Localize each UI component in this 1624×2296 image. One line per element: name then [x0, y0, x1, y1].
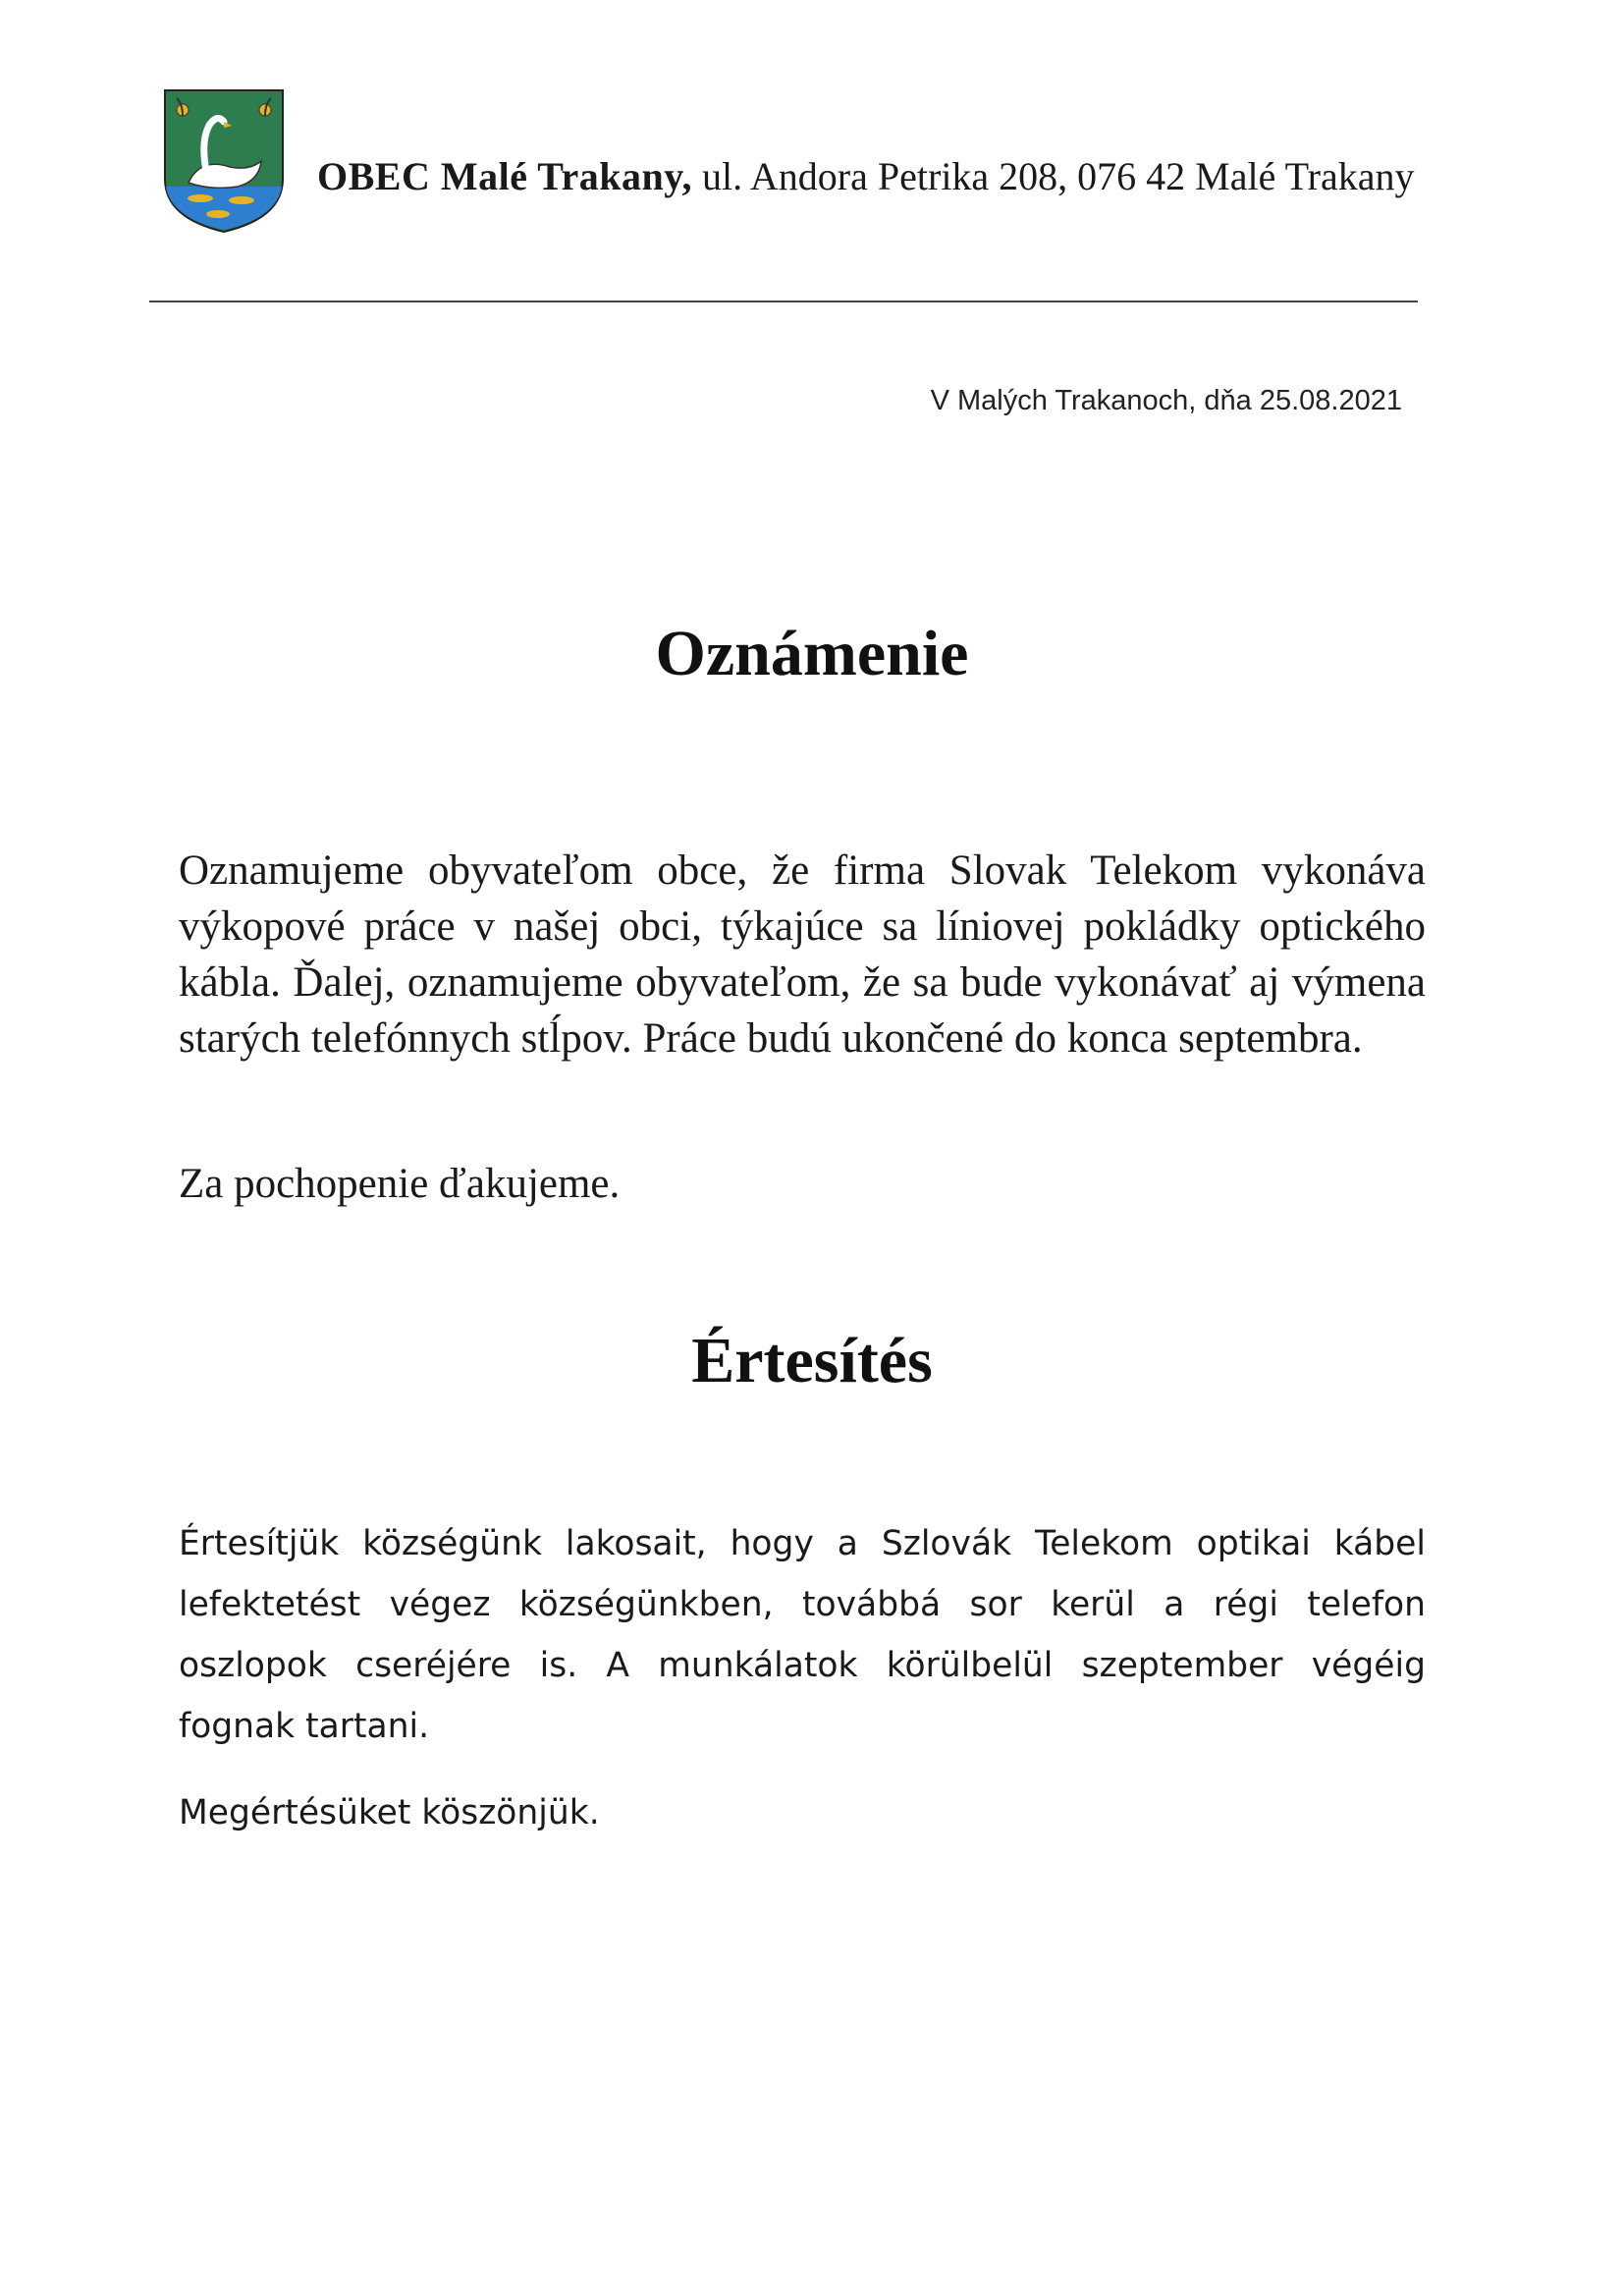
- letterhead-divider: [149, 301, 1418, 302]
- organization-address: ul. Andora Petrika 208, 076 42 Malé Trakany: [702, 154, 1415, 198]
- organization-name: OBEC Malé Trakany,: [317, 154, 693, 198]
- slovak-heading: Oznámenie: [655, 618, 969, 689]
- date-line: V Malých Trakanoch, dňa 25.08.2021: [930, 385, 1402, 416]
- slovak-thanks: Za pochopenie ďakujeme.: [179, 1161, 621, 1207]
- letterhead: [317, 153, 1446, 199]
- hungarian-heading: Értesítés: [691, 1325, 933, 1396]
- coat-of-arms-icon: [161, 88, 287, 234]
- hungarian-body: Értesítjük községünk lakosait, hogy a Szlovák Telekom optikai kábel lefektetést végez községünkben, továbbá sor kerül a régi telefon oszlopok cseréjére is. A munkálatok körülbelül szeptember végéig fognak tartani.: [179, 1524, 1426, 1746]
- hungarian-thanks: Megértésüket köszönjük.: [179, 1793, 600, 1832]
- slovak-body: Oznamujeme obyvateľom obce, že firma Slovak Telekom vykonáva výkopové práce v našej obci, týkajúce sa líniovej pokládky optického kábla. Ďalej, oznamujeme obyvateľom, že sa bude vykonávať aj výmena starých telefónnych stĺpov. Práce budú ukončené do konca septembra.: [179, 847, 1426, 1062]
